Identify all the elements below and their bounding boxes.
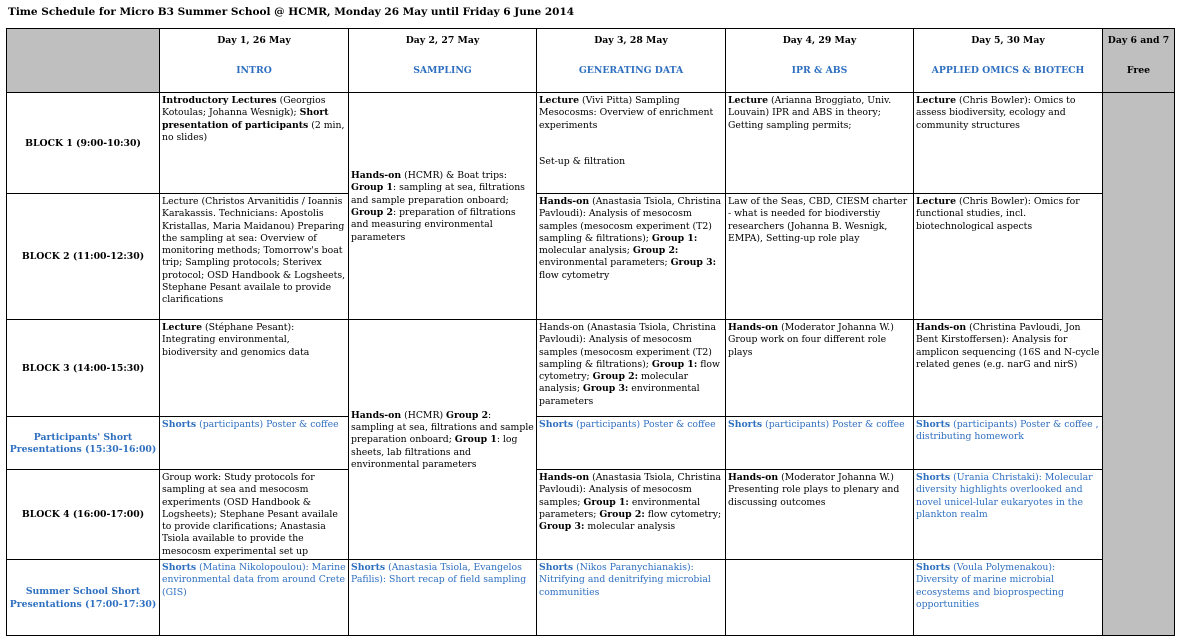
block-4-day-1-cell: Group work: Study protocols for sampling at sea and mesocosm experiments (OSD Handbook & Logsheets); Stephane Pesant availale to provide clarifications; Anastasia Tsiola available to provide the mesocosm experimental set up (160, 470, 349, 560)
block-2-day-4-cell: Law of the Seas, CBD, CIESM charter - what is needed for biodiverstiy researchers (Johanna B. Wesnigk, EMPA), Setting-up role play (726, 194, 914, 320)
block-2-label: BLOCK 2 (11:00-12:30) (7, 194, 160, 320)
day-2-afternoon-cell: Hands-on (HCMR) Group 2: sampling at sea, filtrations and sample preparation onboard; Group 1: log sheets, lab filtrations and environmental parameters (349, 320, 537, 560)
page-title: Time Schedule for Micro B3 Summer School @ HCMR, Monday 26 May until Friday 6 June 2014 (8, 6, 575, 18)
block-1-day-1-cell: Introductory Lectures (Georgios Kotoulas; Johanna Wesnigk); Short presentation of participants (2 min, no slides) (160, 93, 349, 194)
summer-school-shorts-row (7, 560, 1175, 636)
day-4-header (726, 29, 914, 93)
block-4-day-5-cell: Shorts (Urania Christaki): Molecular diversity highlights overlooked and novel unicel-lular eukaryotes in the plankton realm (914, 470, 1103, 560)
day-1-date: Day 1, 26 May (217, 35, 291, 46)
block-1-label: BLOCK 1 (9:00-10:30) (7, 93, 160, 194)
block-4-label: BLOCK 4 (16:00-17:00) (7, 470, 160, 560)
shorts-2-day-2-cell: Shorts (Anastasia Tsiola, Evangelos Pafilis): Short recap of field sampling (349, 560, 537, 636)
schedule-table (6, 28, 1175, 636)
day-1-theme: INTRO (236, 65, 272, 77)
block-4-day-4-cell: Hands-on (Moderator Johanna W.) Presenting role plays to plenary and discussing outcomes (726, 470, 914, 560)
day-5-date: Day 5, 30 May (971, 35, 1045, 46)
shorts-2-day-3-cell: Shorts (Nikos Paranychianakis): Nitrifying and denitrifying microbial communities (537, 560, 726, 636)
block-2-day-1-cell: Lecture (Christos Arvanitidis / Ioannis Karakassis. Technicians: Apostolis Kristallas, Maria Maidanou) Preparing the sampling at sea: Overview of monitoring methods; Tomorrow's boat trip; Sampling protocols; Sterivex protocol; OSD Handbook & Logsheets, Stephane Pesant availale to provide clarifications (160, 194, 349, 320)
day-6-7-date: Day 6 and 7 (1107, 35, 1170, 46)
block-4-day-3-cell: Hands-on (Anastasia Tsiola, Christina Pavloudi): Analysis of mesocosm samples; Group 1: environmental parameters; Group 2: flow cytometry; Group 3: molecular analysis (537, 470, 726, 560)
block-1-day-5-cell: Lecture (Chris Bowler): Omics to assess biodiversity, ecology and community structures (914, 93, 1103, 194)
block-3-day-4-cell: Hands-on (Moderator Johanna W.) Group work on four different role plays (726, 320, 914, 417)
block-3-label: BLOCK 3 (14:00-15:30) (7, 320, 160, 417)
day-4-theme: IPR & ABS (791, 65, 848, 77)
day-2-header (349, 29, 537, 93)
block-1-row (7, 93, 1175, 194)
shorts-1-day-4-cell: Shorts (participants) Poster & coffee (726, 417, 914, 470)
block-4-row (7, 470, 1175, 560)
block-1-day-4-cell: Lecture (Arianna Broggiato, Univ. Louvain) IPR and ABS in theory; Getting sampling permits; (726, 93, 914, 194)
shorts-1-day-3-cell: Shorts (participants) Poster & coffee (537, 417, 726, 470)
day-1-header (160, 29, 349, 93)
block-3-row (7, 320, 1175, 417)
day-3-header (537, 29, 726, 93)
day-5-theme: APPLIED OMICS & BIOTECH (931, 65, 1085, 77)
block-3-day-5-cell: Hands-on (Christina Pavloudi, Jon Bent Kirstoffersen): Analysis for amplicon sequencing (16S and N-cycle related genes (e.g. narG and nirS) (914, 320, 1103, 417)
block-2-row (7, 194, 1175, 320)
block-3-day-3-cell: Hands-on (Anastasia Tsiola, Christina Pavloudi): Analysis of mesocosm samples (mesocosm experiment (T2) sampling & filtrations); Group 1: flow cytometry; Group 2: molecular analysis; Group 3: environmental parameters (537, 320, 726, 417)
day-4-date: Day 4, 29 May (782, 35, 857, 46)
shorts-1-day-5-cell: Shorts (participants) Poster & coffee , distributing homework (914, 417, 1103, 470)
day-5-header (914, 29, 1103, 93)
day-3-date: Day 3, 28 May (594, 35, 668, 46)
header-row (7, 29, 1175, 93)
participants-shorts-label: Participants' Short Presentations (15:30-16:00) (7, 417, 160, 470)
header-corner (7, 29, 160, 93)
shorts-2-day-5-cell: Shorts (Voula Polymenakou): Diversity of marine microbial ecosystems and bioprospecting opportunities (914, 560, 1103, 636)
day-2-theme: SAMPLING (413, 65, 472, 77)
participants-shorts-row (7, 417, 1175, 470)
block-3-day-1-cell: Lecture (Stéphane Pesant): Integrating environmental, biodiversity and genomics data (160, 320, 349, 417)
shorts-2-day-4-cell (726, 560, 914, 636)
day-3-theme: GENERATING DATA (578, 65, 684, 77)
day-2-morning-cell: Hands-on (HCMR) & Boat trips: Group 1: sampling at sea, filtrations and sample preparation onboard; Group 2: preparation of filtrations and measuring environmental parameters (349, 93, 537, 320)
shorts-2-day-1-cell: Shorts (Matina Nikolopoulou): Marine environmental data from around Crete (GIS) (160, 560, 349, 636)
block-1-day-3-cell: Lecture (Vivi Pitta) Sampling Mesocosms: Overview of enrichment experiments Set-up & filtration (537, 93, 726, 194)
day-6-7-theme: Free (1126, 65, 1151, 77)
day-2-date: Day 2, 27 May (405, 35, 480, 46)
block-2-day-3-cell: Hands-on (Anastasia Tsiola, Christina Pavloudi): Analysis of mesocosm samples (mesocosm experiment (T2) sampling & filtrations); Group 1: molecular analysis; Group 2: environmental parameters; Group 3: flow cytometry (537, 194, 726, 320)
block-2-day-5-cell: Lecture (Chris Bowler): Omics for functional studies, incl. biotechnological aspects (914, 194, 1103, 320)
summer-school-shorts-label: Summer School Short Presentations (17:00-17:30) (7, 560, 160, 636)
day-6-7-header (1103, 29, 1175, 93)
shorts-1-day-1-cell: Shorts (participants) Poster & coffee (160, 417, 349, 470)
free-days-cell (1103, 93, 1175, 636)
